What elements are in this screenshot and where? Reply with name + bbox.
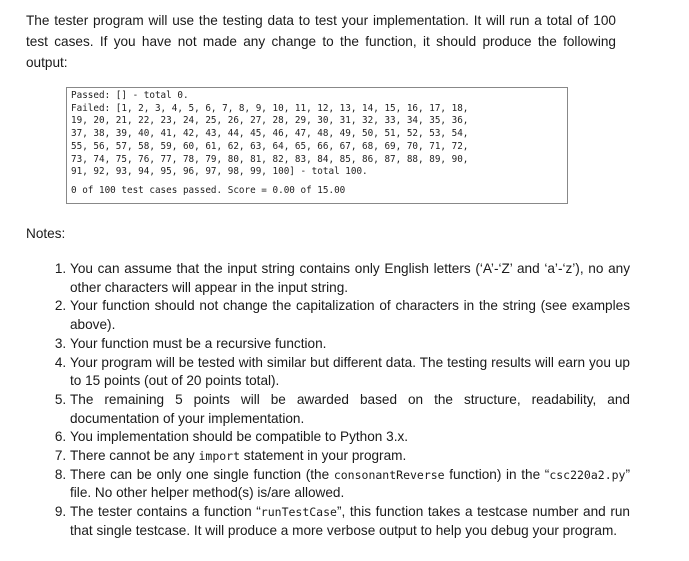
note-text: ” file. No other helper method(s) is/are allowed.	[70, 466, 631, 501]
note-item	[70, 260, 630, 297]
inline-code: consonantReverse	[333, 467, 445, 482]
note-item	[70, 354, 630, 391]
note-text: Your program will be tested with similar but different data. The testing results will earn you up to 15 points (out of 20 points total).	[70, 354, 630, 389]
note-text: Your function must be a recursive function.	[70, 335, 327, 351]
tester-output-box	[66, 87, 568, 204]
note-item	[70, 447, 630, 466]
note-item	[70, 391, 630, 428]
note-text: There cannot be any	[70, 448, 199, 464]
console-line: Failed: [1, 2, 3, 4, 5, 6, 7, 8, 9, 10, 11, 12, 13, 14, 15, 16, 17, 18,	[71, 102, 469, 114]
notes-heading: Notes:	[26, 226, 66, 241]
notes-list	[50, 260, 630, 541]
note-item	[70, 503, 630, 540]
note-text: The remaining 5 points will be awarded based on the structure, readability, and documentation of your implementation.	[70, 391, 630, 426]
note-text: You implementation should be compatible to Python 3.x.	[70, 429, 409, 445]
note-item	[70, 335, 630, 354]
note-item	[70, 297, 630, 334]
inline-code: csc220a2.py	[549, 467, 626, 482]
note-text: Your function should not change the capitalization of characters in the string (see examples above).	[70, 298, 630, 333]
console-line: 55, 56, 57, 58, 59, 60, 61, 62, 63, 64, 65, 66, 67, 68, 69, 70, 71, 72,	[71, 140, 469, 152]
note-text: The tester contains a function “	[70, 504, 261, 520]
note-text: statement in your program.	[240, 448, 407, 464]
console-line: 37, 38, 39, 40, 41, 42, 43, 44, 45, 46, 47, 48, 49, 50, 51, 52, 53, 54,	[71, 128, 469, 140]
note-text: function) in the “	[444, 466, 550, 482]
console-line: 91, 92, 93, 94, 95, 96, 97, 98, 99, 100] - total 100.	[71, 166, 368, 178]
intro-paragraph: The tester program will use the testing data to test your implementation. It will run a total of 100 test cases. If you have not made any change to the function, it should produce the following output:	[26, 13, 616, 70]
note-text: ”, this function takes a testcase number and run that single testcase. It will produce a more verbose output to help you debug your program.	[70, 504, 630, 538]
inline-code: runTestCase	[260, 505, 337, 520]
inline-code: import	[198, 449, 241, 464]
console-line: 73, 74, 75, 76, 77, 78, 79, 80, 81, 82, 83, 84, 85, 86, 87, 88, 89, 90,	[71, 153, 469, 165]
console-line: Passed: [] - total 0.	[71, 90, 189, 101]
note-text: You can assume that the input string contains only English letters (‘A’-‘Z’ and ‘a’-‘z’), no any other characters will appear in the input string.	[70, 261, 630, 295]
note-text: There can be only one single function (the	[70, 466, 334, 482]
console-summary: 0 of 100 test cases passed. Score = 0.00 of 15.00	[71, 184, 346, 196]
console-line: 19, 20, 21, 22, 23, 24, 25, 26, 27, 28, 29, 30, 31, 32, 33, 34, 35, 36,	[71, 115, 469, 127]
note-item	[70, 428, 630, 447]
note-item	[70, 466, 630, 503]
